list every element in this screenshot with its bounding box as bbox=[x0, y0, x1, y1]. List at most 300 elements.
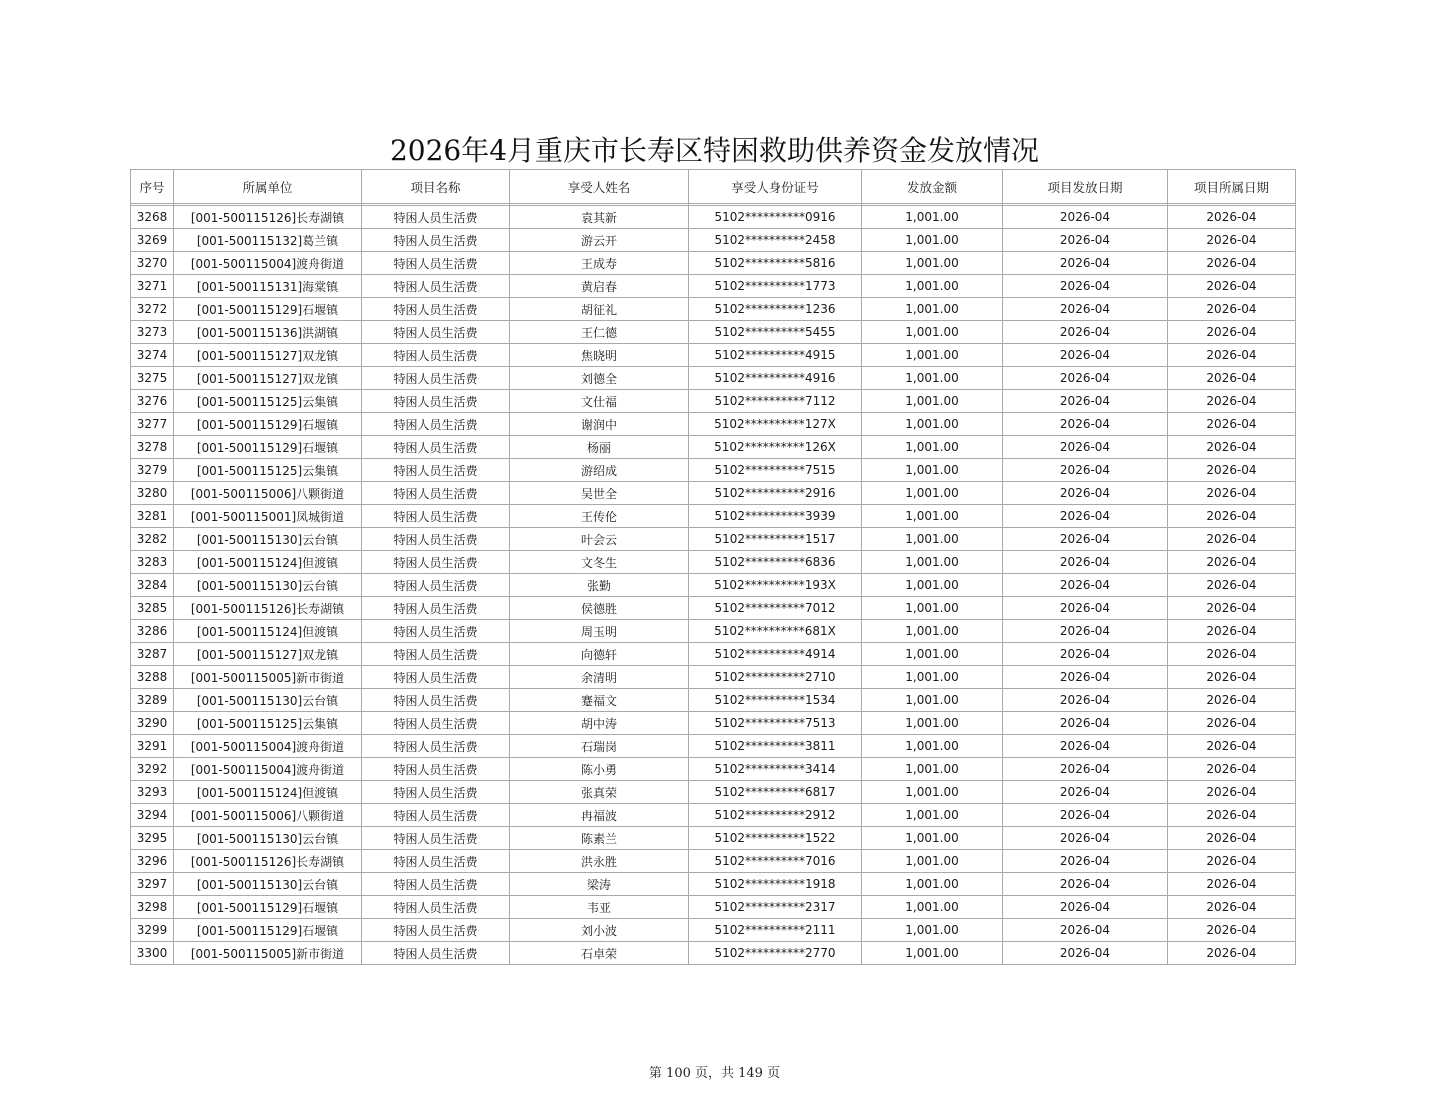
cell-project: 特困人员生活费 bbox=[362, 712, 510, 735]
cell-issue-date: 2026-04 bbox=[1003, 298, 1168, 321]
cell-recipient-name: 胡征礼 bbox=[510, 298, 689, 321]
table-row bbox=[131, 643, 1296, 666]
cell-amount: 1,001.00 bbox=[862, 804, 1003, 827]
cell-unit: [001-500115006]八颗街道 bbox=[174, 482, 362, 505]
cell-issue-date: 2026-04 bbox=[1003, 712, 1168, 735]
cell-recipient-name: 周玉明 bbox=[510, 620, 689, 643]
cell-project: 特困人员生活费 bbox=[362, 850, 510, 873]
cell-issue-date: 2026-04 bbox=[1003, 505, 1168, 528]
cell-project: 特困人员生活费 bbox=[362, 482, 510, 505]
cell-period-date: 2026-04 bbox=[1168, 781, 1296, 804]
cell-unit: [001-500115130]云台镇 bbox=[174, 689, 362, 712]
cell-recipient-name: 吴世全 bbox=[510, 482, 689, 505]
cell-period-date: 2026-04 bbox=[1168, 873, 1296, 896]
cell-recipient-name: 陈小勇 bbox=[510, 758, 689, 781]
cell-amount: 1,001.00 bbox=[862, 689, 1003, 712]
cell-recipient-name: 冉福波 bbox=[510, 804, 689, 827]
cell-unit: [001-500115125]云集镇 bbox=[174, 712, 362, 735]
cell-recipient-name: 谢润中 bbox=[510, 413, 689, 436]
cell-id-number: 5102**********4915 bbox=[689, 344, 862, 367]
cell-issue-date: 2026-04 bbox=[1003, 804, 1168, 827]
cell-amount: 1,001.00 bbox=[862, 413, 1003, 436]
cell-index: 3284 bbox=[131, 574, 174, 597]
cell-unit: [001-500115130]云台镇 bbox=[174, 827, 362, 850]
cell-unit: [001-500115132]葛兰镇 bbox=[174, 229, 362, 252]
cell-issue-date: 2026-04 bbox=[1003, 850, 1168, 873]
cell-period-date: 2026-04 bbox=[1168, 413, 1296, 436]
cell-issue-date: 2026-04 bbox=[1003, 896, 1168, 919]
table-row bbox=[131, 758, 1296, 781]
cell-recipient-name: 王成寿 bbox=[510, 252, 689, 275]
table-row bbox=[131, 229, 1296, 252]
cell-unit: [001-500115004]渡舟街道 bbox=[174, 758, 362, 781]
cell-index: 3273 bbox=[131, 321, 174, 344]
cell-id-number: 5102**********4914 bbox=[689, 643, 862, 666]
cell-recipient-name: 游云开 bbox=[510, 229, 689, 252]
cell-issue-date: 2026-04 bbox=[1003, 413, 1168, 436]
cell-project: 特困人员生活费 bbox=[362, 942, 510, 965]
cell-index: 3270 bbox=[131, 252, 174, 275]
cell-index: 3268 bbox=[131, 206, 174, 229]
column-header-issue-date: 项目发放日期 bbox=[1003, 170, 1168, 204]
cell-project: 特困人员生活费 bbox=[362, 528, 510, 551]
cell-recipient-name: 杨丽 bbox=[510, 436, 689, 459]
cell-amount: 1,001.00 bbox=[862, 252, 1003, 275]
cell-project: 特困人员生活费 bbox=[362, 896, 510, 919]
cell-index: 3290 bbox=[131, 712, 174, 735]
page-title: 2026年4月重庆市长寿区特困救助供养资金发放情况 bbox=[389, 134, 1040, 167]
table-row bbox=[131, 344, 1296, 367]
cell-unit: [001-500115129]石堰镇 bbox=[174, 896, 362, 919]
table-row bbox=[131, 781, 1296, 804]
cell-issue-date: 2026-04 bbox=[1003, 827, 1168, 850]
cell-index: 3298 bbox=[131, 896, 174, 919]
column-header-project: 项目名称 bbox=[362, 170, 510, 204]
cell-issue-date: 2026-04 bbox=[1003, 459, 1168, 482]
cell-project: 特困人员生活费 bbox=[362, 919, 510, 942]
cell-period-date: 2026-04 bbox=[1168, 827, 1296, 850]
cell-amount: 1,001.00 bbox=[862, 712, 1003, 735]
cell-project: 特困人员生活费 bbox=[362, 390, 510, 413]
cell-id-number: 5102**********1918 bbox=[689, 873, 862, 896]
cell-project: 特困人员生活费 bbox=[362, 758, 510, 781]
cell-id-number: 5102**********7012 bbox=[689, 597, 862, 620]
cell-unit: [001-500115127]双龙镇 bbox=[174, 643, 362, 666]
table-row bbox=[131, 505, 1296, 528]
cell-issue-date: 2026-04 bbox=[1003, 574, 1168, 597]
cell-id-number: 5102**********6836 bbox=[689, 551, 862, 574]
cell-issue-date: 2026-04 bbox=[1003, 367, 1168, 390]
cell-amount: 1,001.00 bbox=[862, 620, 1003, 643]
cell-unit: [001-500115005]新市街道 bbox=[174, 942, 362, 965]
cell-amount: 1,001.00 bbox=[862, 390, 1003, 413]
cell-project: 特困人员生活费 bbox=[362, 206, 510, 229]
cell-amount: 1,001.00 bbox=[862, 827, 1003, 850]
cell-project: 特困人员生活费 bbox=[362, 873, 510, 896]
cell-project: 特困人员生活费 bbox=[362, 229, 510, 252]
cell-index: 3288 bbox=[131, 666, 174, 689]
cell-id-number: 5102**********6817 bbox=[689, 781, 862, 804]
cell-index: 3279 bbox=[131, 459, 174, 482]
cell-project: 特困人员生活费 bbox=[362, 735, 510, 758]
cell-index: 3275 bbox=[131, 367, 174, 390]
table-row bbox=[131, 712, 1296, 735]
cell-recipient-name: 张勤 bbox=[510, 574, 689, 597]
cell-issue-date: 2026-04 bbox=[1003, 551, 1168, 574]
cell-recipient-name: 文仕福 bbox=[510, 390, 689, 413]
cell-index: 3294 bbox=[131, 804, 174, 827]
cell-period-date: 2026-04 bbox=[1168, 344, 1296, 367]
table-row bbox=[131, 850, 1296, 873]
cell-period-date: 2026-04 bbox=[1168, 252, 1296, 275]
cell-id-number: 5102**********3939 bbox=[689, 505, 862, 528]
cell-unit: [001-500115125]云集镇 bbox=[174, 390, 362, 413]
cell-period-date: 2026-04 bbox=[1168, 321, 1296, 344]
cell-issue-date: 2026-04 bbox=[1003, 344, 1168, 367]
cell-period-date: 2026-04 bbox=[1168, 689, 1296, 712]
table-row bbox=[131, 275, 1296, 298]
cell-recipient-name: 石卓荣 bbox=[510, 942, 689, 965]
cell-id-number: 5102**********681X bbox=[689, 620, 862, 643]
cell-project: 特困人员生活费 bbox=[362, 459, 510, 482]
cell-period-date: 2026-04 bbox=[1168, 620, 1296, 643]
cell-amount: 1,001.00 bbox=[862, 873, 1003, 896]
cell-amount: 1,001.00 bbox=[862, 551, 1003, 574]
cell-unit: [001-500115004]渡舟街道 bbox=[174, 252, 362, 275]
cell-amount: 1,001.00 bbox=[862, 528, 1003, 551]
cell-amount: 1,001.00 bbox=[862, 942, 1003, 965]
cell-period-date: 2026-04 bbox=[1168, 206, 1296, 229]
cell-recipient-name: 刘德全 bbox=[510, 367, 689, 390]
cell-recipient-name: 余清明 bbox=[510, 666, 689, 689]
table-row bbox=[131, 321, 1296, 344]
cell-issue-date: 2026-04 bbox=[1003, 528, 1168, 551]
cell-unit: [001-500115126]长寿湖镇 bbox=[174, 206, 362, 229]
cell-project: 特困人员生活费 bbox=[362, 252, 510, 275]
cell-recipient-name: 韦亚 bbox=[510, 896, 689, 919]
table-row bbox=[131, 597, 1296, 620]
cell-issue-date: 2026-04 bbox=[1003, 482, 1168, 505]
cell-unit: [001-500115129]石堰镇 bbox=[174, 436, 362, 459]
cell-id-number: 5102**********7112 bbox=[689, 390, 862, 413]
cell-id-number: 5102**********5816 bbox=[689, 252, 862, 275]
table-row bbox=[131, 919, 1296, 942]
cell-id-number: 5102**********7016 bbox=[689, 850, 862, 873]
cell-project: 特困人员生活费 bbox=[362, 436, 510, 459]
table-row bbox=[131, 896, 1296, 919]
cell-index: 3291 bbox=[131, 735, 174, 758]
cell-id-number: 5102**********2912 bbox=[689, 804, 862, 827]
cell-project: 特困人员生活费 bbox=[362, 666, 510, 689]
cell-amount: 1,001.00 bbox=[862, 275, 1003, 298]
cell-recipient-name: 黄启春 bbox=[510, 275, 689, 298]
table-row bbox=[131, 252, 1296, 275]
cell-issue-date: 2026-04 bbox=[1003, 229, 1168, 252]
cell-amount: 1,001.00 bbox=[862, 597, 1003, 620]
cell-recipient-name: 王仁德 bbox=[510, 321, 689, 344]
cell-project: 特困人员生活费 bbox=[362, 781, 510, 804]
column-header-period-date: 项目所属日期 bbox=[1168, 170, 1296, 204]
cell-project: 特困人员生活费 bbox=[362, 321, 510, 344]
cell-period-date: 2026-04 bbox=[1168, 942, 1296, 965]
cell-unit: [001-500115131]海棠镇 bbox=[174, 275, 362, 298]
table-row bbox=[131, 873, 1296, 896]
cell-issue-date: 2026-04 bbox=[1003, 275, 1168, 298]
table-body bbox=[131, 204, 1296, 965]
cell-id-number: 5102**********126X bbox=[689, 436, 862, 459]
cell-period-date: 2026-04 bbox=[1168, 551, 1296, 574]
cell-unit: [001-500115004]渡舟街道 bbox=[174, 735, 362, 758]
cell-recipient-name: 张真荣 bbox=[510, 781, 689, 804]
table-row bbox=[131, 528, 1296, 551]
cell-index: 3276 bbox=[131, 390, 174, 413]
column-header-recipient-name: 享受人姓名 bbox=[510, 170, 689, 204]
cell-period-date: 2026-04 bbox=[1168, 505, 1296, 528]
cell-issue-date: 2026-04 bbox=[1003, 942, 1168, 965]
cell-amount: 1,001.00 bbox=[862, 643, 1003, 666]
cell-id-number: 5102**********7515 bbox=[689, 459, 862, 482]
cell-recipient-name: 游绍成 bbox=[510, 459, 689, 482]
cell-recipient-name: 向德轩 bbox=[510, 643, 689, 666]
cell-unit: [001-500115127]双龙镇 bbox=[174, 344, 362, 367]
table-row bbox=[131, 298, 1296, 321]
cell-recipient-name: 刘小波 bbox=[510, 919, 689, 942]
cell-id-number: 5102**********127X bbox=[689, 413, 862, 436]
cell-unit: [001-500115125]云集镇 bbox=[174, 459, 362, 482]
table-row bbox=[131, 735, 1296, 758]
cell-id-number: 5102**********1517 bbox=[689, 528, 862, 551]
cell-index: 3286 bbox=[131, 620, 174, 643]
cell-unit: [001-500115124]但渡镇 bbox=[174, 620, 362, 643]
cell-project: 特困人员生活费 bbox=[362, 551, 510, 574]
cell-unit: [001-500115001]凤城街道 bbox=[174, 505, 362, 528]
cell-unit: [001-500115126]长寿湖镇 bbox=[174, 597, 362, 620]
cell-issue-date: 2026-04 bbox=[1003, 252, 1168, 275]
cell-period-date: 2026-04 bbox=[1168, 804, 1296, 827]
cell-period-date: 2026-04 bbox=[1168, 298, 1296, 321]
cell-id-number: 5102**********7513 bbox=[689, 712, 862, 735]
cell-period-date: 2026-04 bbox=[1168, 643, 1296, 666]
cell-index: 3274 bbox=[131, 344, 174, 367]
table-row bbox=[131, 367, 1296, 390]
cell-amount: 1,001.00 bbox=[862, 206, 1003, 229]
cell-project: 特困人员生活费 bbox=[362, 275, 510, 298]
cell-id-number: 5102**********193X bbox=[689, 574, 862, 597]
cell-unit: [001-500115129]石堰镇 bbox=[174, 413, 362, 436]
cell-index: 3289 bbox=[131, 689, 174, 712]
cell-recipient-name: 王传伦 bbox=[510, 505, 689, 528]
cell-id-number: 5102**********2458 bbox=[689, 229, 862, 252]
cell-issue-date: 2026-04 bbox=[1003, 666, 1168, 689]
cell-period-date: 2026-04 bbox=[1168, 367, 1296, 390]
cell-id-number: 5102**********4916 bbox=[689, 367, 862, 390]
cell-unit: [001-500115130]云台镇 bbox=[174, 574, 362, 597]
cell-unit: [001-500115006]八颗街道 bbox=[174, 804, 362, 827]
cell-unit: [001-500115124]但渡镇 bbox=[174, 781, 362, 804]
cell-unit: [001-500115129]石堰镇 bbox=[174, 298, 362, 321]
cell-project: 特困人员生活费 bbox=[362, 505, 510, 528]
cell-index: 3283 bbox=[131, 551, 174, 574]
column-header-amount: 发放金额 bbox=[862, 170, 1003, 204]
cell-amount: 1,001.00 bbox=[862, 666, 1003, 689]
cell-amount: 1,001.00 bbox=[862, 574, 1003, 597]
cell-unit: [001-500115129]石堰镇 bbox=[174, 919, 362, 942]
table-row bbox=[131, 482, 1296, 505]
page-footer: 第 100 页，共 149 页 bbox=[648, 1066, 781, 1081]
cell-index: 3295 bbox=[131, 827, 174, 850]
column-header-id-number: 享受人身份证号 bbox=[689, 170, 862, 204]
cell-index: 3280 bbox=[131, 482, 174, 505]
cell-index: 3281 bbox=[131, 505, 174, 528]
cell-id-number: 5102**********2916 bbox=[689, 482, 862, 505]
cell-period-date: 2026-04 bbox=[1168, 919, 1296, 942]
cell-recipient-name: 石瑞岗 bbox=[510, 735, 689, 758]
cell-period-date: 2026-04 bbox=[1168, 528, 1296, 551]
cell-amount: 1,001.00 bbox=[862, 298, 1003, 321]
cell-period-date: 2026-04 bbox=[1168, 482, 1296, 505]
cell-id-number: 5102**********1522 bbox=[689, 827, 862, 850]
cell-amount: 1,001.00 bbox=[862, 919, 1003, 942]
cell-index: 3296 bbox=[131, 850, 174, 873]
cell-index: 3293 bbox=[131, 781, 174, 804]
cell-amount: 1,001.00 bbox=[862, 344, 1003, 367]
cell-id-number: 5102**********1236 bbox=[689, 298, 862, 321]
cell-id-number: 5102**********1534 bbox=[689, 689, 862, 712]
cell-index: 3297 bbox=[131, 873, 174, 896]
cell-period-date: 2026-04 bbox=[1168, 275, 1296, 298]
cell-index: 3277 bbox=[131, 413, 174, 436]
cell-issue-date: 2026-04 bbox=[1003, 873, 1168, 896]
cell-project: 特困人员生活费 bbox=[362, 298, 510, 321]
cell-id-number: 5102**********2770 bbox=[689, 942, 862, 965]
table-row bbox=[131, 436, 1296, 459]
cell-recipient-name: 胡中涛 bbox=[510, 712, 689, 735]
cell-amount: 1,001.00 bbox=[862, 735, 1003, 758]
table-row bbox=[131, 574, 1296, 597]
cell-unit: [001-500115126]长寿湖镇 bbox=[174, 850, 362, 873]
cell-recipient-name: 文冬生 bbox=[510, 551, 689, 574]
cell-amount: 1,001.00 bbox=[862, 850, 1003, 873]
table-row bbox=[131, 459, 1296, 482]
payment-table bbox=[130, 169, 1296, 965]
cell-recipient-name: 焦晓明 bbox=[510, 344, 689, 367]
cell-unit: [001-500115136]洪湖镇 bbox=[174, 321, 362, 344]
cell-project: 特困人员生活费 bbox=[362, 413, 510, 436]
cell-index: 3299 bbox=[131, 919, 174, 942]
cell-id-number: 5102**********2710 bbox=[689, 666, 862, 689]
table-row bbox=[131, 942, 1296, 965]
cell-project: 特困人员生活费 bbox=[362, 827, 510, 850]
cell-recipient-name: 侯德胜 bbox=[510, 597, 689, 620]
cell-id-number: 5102**********5455 bbox=[689, 321, 862, 344]
cell-issue-date: 2026-04 bbox=[1003, 321, 1168, 344]
cell-issue-date: 2026-04 bbox=[1003, 689, 1168, 712]
cell-index: 3287 bbox=[131, 643, 174, 666]
cell-id-number: 5102**********2111 bbox=[689, 919, 862, 942]
cell-period-date: 2026-04 bbox=[1168, 459, 1296, 482]
cell-id-number: 5102**********2317 bbox=[689, 896, 862, 919]
cell-period-date: 2026-04 bbox=[1168, 735, 1296, 758]
cell-period-date: 2026-04 bbox=[1168, 597, 1296, 620]
cell-period-date: 2026-04 bbox=[1168, 229, 1296, 252]
cell-amount: 1,001.00 bbox=[862, 436, 1003, 459]
cell-id-number: 5102**********3811 bbox=[689, 735, 862, 758]
cell-index: 3282 bbox=[131, 528, 174, 551]
cell-index: 3285 bbox=[131, 597, 174, 620]
cell-index: 3272 bbox=[131, 298, 174, 321]
cell-amount: 1,001.00 bbox=[862, 781, 1003, 804]
cell-unit: [001-500115130]云台镇 bbox=[174, 528, 362, 551]
cell-period-date: 2026-04 bbox=[1168, 574, 1296, 597]
cell-issue-date: 2026-04 bbox=[1003, 390, 1168, 413]
table-row bbox=[131, 804, 1296, 827]
table-row bbox=[131, 827, 1296, 850]
cell-issue-date: 2026-04 bbox=[1003, 206, 1168, 229]
cell-recipient-name: 陈素兰 bbox=[510, 827, 689, 850]
cell-index: 3271 bbox=[131, 275, 174, 298]
cell-period-date: 2026-04 bbox=[1168, 666, 1296, 689]
cell-amount: 1,001.00 bbox=[862, 896, 1003, 919]
cell-project: 特困人员生活费 bbox=[362, 689, 510, 712]
table-row bbox=[131, 413, 1296, 436]
cell-index: 3278 bbox=[131, 436, 174, 459]
column-header-index: 序号 bbox=[131, 170, 174, 204]
cell-issue-date: 2026-04 bbox=[1003, 620, 1168, 643]
cell-unit: [001-500115130]云台镇 bbox=[174, 873, 362, 896]
cell-unit: [001-500115127]双龙镇 bbox=[174, 367, 362, 390]
cell-project: 特困人员生活费 bbox=[362, 574, 510, 597]
cell-issue-date: 2026-04 bbox=[1003, 643, 1168, 666]
cell-issue-date: 2026-04 bbox=[1003, 758, 1168, 781]
cell-id-number: 5102**********3414 bbox=[689, 758, 862, 781]
table-row bbox=[131, 206, 1296, 229]
table-row bbox=[131, 551, 1296, 574]
cell-amount: 1,001.00 bbox=[862, 758, 1003, 781]
cell-period-date: 2026-04 bbox=[1168, 390, 1296, 413]
cell-amount: 1,001.00 bbox=[862, 229, 1003, 252]
cell-period-date: 2026-04 bbox=[1168, 758, 1296, 781]
cell-unit: [001-500115124]但渡镇 bbox=[174, 551, 362, 574]
table-row bbox=[131, 390, 1296, 413]
cell-issue-date: 2026-04 bbox=[1003, 781, 1168, 804]
cell-id-number: 5102**********1773 bbox=[689, 275, 862, 298]
cell-recipient-name: 叶会云 bbox=[510, 528, 689, 551]
cell-amount: 1,001.00 bbox=[862, 321, 1003, 344]
cell-project: 特困人员生活费 bbox=[362, 367, 510, 390]
cell-index: 3300 bbox=[131, 942, 174, 965]
cell-recipient-name: 洪永胜 bbox=[510, 850, 689, 873]
cell-period-date: 2026-04 bbox=[1168, 712, 1296, 735]
table-header-row bbox=[131, 170, 1296, 204]
cell-id-number: 5102**********0916 bbox=[689, 206, 862, 229]
cell-period-date: 2026-04 bbox=[1168, 850, 1296, 873]
cell-issue-date: 2026-04 bbox=[1003, 735, 1168, 758]
cell-index: 3292 bbox=[131, 758, 174, 781]
cell-period-date: 2026-04 bbox=[1168, 436, 1296, 459]
cell-index: 3269 bbox=[131, 229, 174, 252]
cell-project: 特困人员生活费 bbox=[362, 344, 510, 367]
cell-project: 特困人员生活费 bbox=[362, 597, 510, 620]
cell-issue-date: 2026-04 bbox=[1003, 919, 1168, 942]
table-row bbox=[131, 620, 1296, 643]
column-header-unit: 所属单位 bbox=[174, 170, 362, 204]
cell-amount: 1,001.00 bbox=[862, 459, 1003, 482]
cell-recipient-name: 梁涛 bbox=[510, 873, 689, 896]
cell-project: 特困人员生活费 bbox=[362, 620, 510, 643]
cell-issue-date: 2026-04 bbox=[1003, 597, 1168, 620]
cell-project: 特困人员生活费 bbox=[362, 643, 510, 666]
cell-amount: 1,001.00 bbox=[862, 505, 1003, 528]
